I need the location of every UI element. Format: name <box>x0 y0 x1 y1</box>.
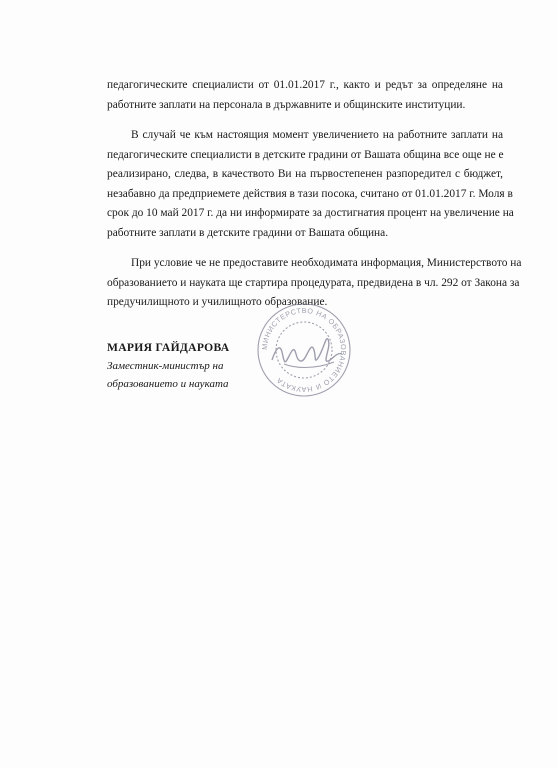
text-line: образованието и науката ще стартира процедурата, предвидена в чл. 292 от Закона за <box>107 276 520 289</box>
letter-body <box>107 76 522 313</box>
paragraph-1 <box>107 76 503 115</box>
text-line: педагогическите специалисти от 01.01.2017 г., както и редът за определяне на <box>107 79 503 91</box>
text-line: педагогическите специалисти в детските градини от Вашата община все още не е <box>107 148 504 161</box>
text-line: работните заплати на персонала в държавните и общинските институции. <box>107 98 466 111</box>
signer-name: МАРИЯ ГАЙДАРОВА <box>107 341 230 354</box>
text-line: При условие че не предоставите необходимата информация, Министерството на <box>131 257 522 269</box>
official-stamp-icon <box>254 300 354 400</box>
text-line: работните заплати в детските градини от Вашата община. <box>107 226 389 239</box>
paragraph-2 <box>107 126 514 243</box>
text-line: В случай че към настоящия момент увеличението на работните заплати на <box>131 129 503 141</box>
text-line: срок до 10 май 2017 г. да ни информирате за достигнатия процент на увеличение на <box>107 207 514 219</box>
signer-title-line-2: образованието и науката <box>107 378 229 390</box>
signer-title-line-1: Заместник-министър на <box>107 360 224 372</box>
text-line: незабавно да предприемете действия в тази посока, считано от 01.01.2017 г. Моля в <box>107 187 513 200</box>
stamp-outer-ring <box>258 304 350 396</box>
text-line: реализирано, следва, в качеството Ви на първостепенен разпоредител с бюджет, <box>107 168 503 180</box>
stamp-text: МИНИСТЕРСТВО НА ОБРАЗОВАНИЕТО И НАУКАТА <box>259 305 349 395</box>
stamp-inner-ring <box>276 322 332 378</box>
text-line: предучилищното и училищното образование. <box>107 296 328 308</box>
